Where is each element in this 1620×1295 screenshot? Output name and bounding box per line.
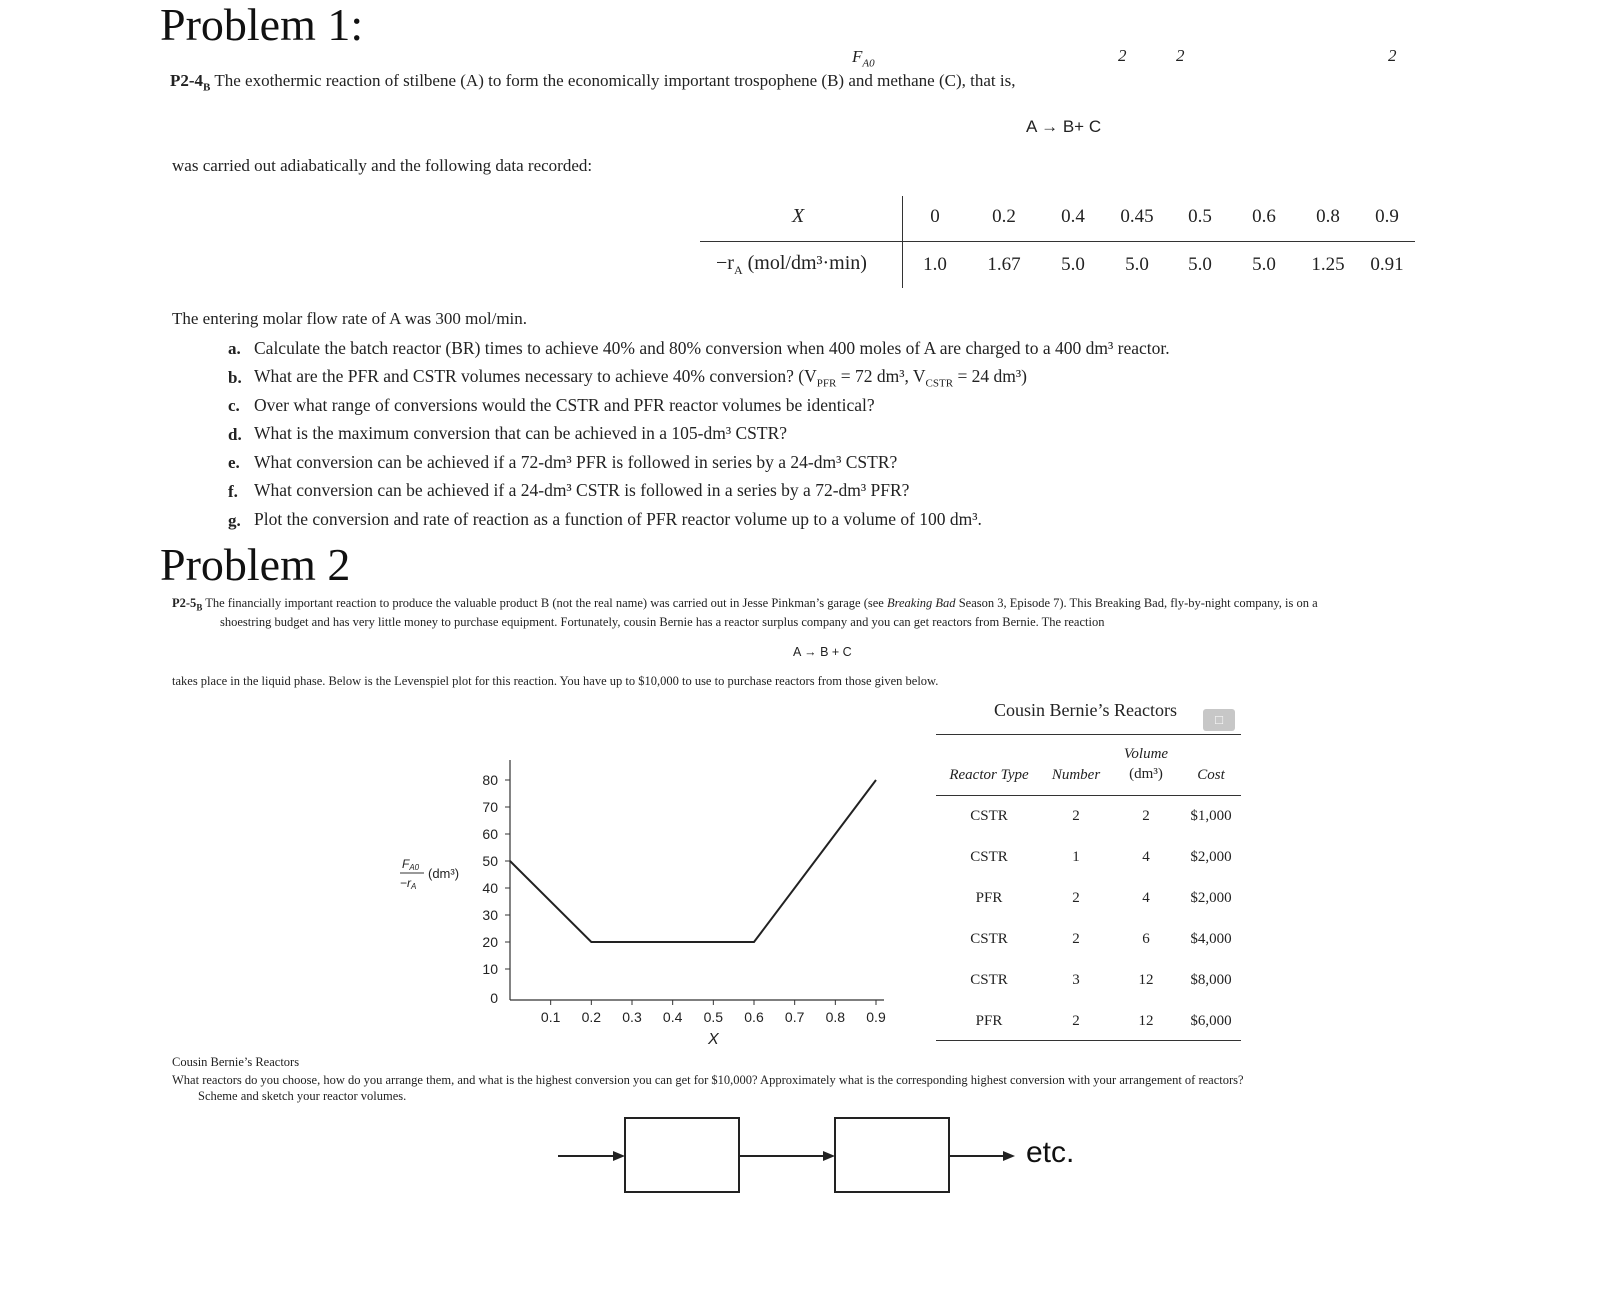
reactor-row-4-cost: $4,000	[1190, 931, 1232, 947]
reactor-box-2[interactable]	[835, 1118, 949, 1192]
reactor-row-1-cost: $1,000	[1190, 808, 1232, 824]
y-axis-label-numerator: FA0	[402, 857, 420, 872]
y-tick-label-1: 10	[482, 961, 498, 977]
levenspiel-curve	[510, 780, 876, 942]
x-tick-label-0: 0.1	[540, 1009, 561, 1025]
question-g-text: Plot the conversion and rate of reaction as a function of PFR reactor volume up to a volume of 100 dm³.	[254, 509, 982, 529]
problem2-question-line2: Scheme and sketch your reactor volumes.	[198, 1089, 407, 1103]
reactor-row-4-number: 2	[1072, 931, 1080, 947]
reactor-row-4-type: CSTR	[970, 931, 1008, 947]
reactor-row-6-number: 2	[1072, 1013, 1080, 1029]
comment-icon[interactable]: □	[1203, 709, 1235, 731]
reactor-box-1[interactable]	[625, 1118, 739, 1192]
problem2-intro: $P2-5_B$ The financially important reaction to produce the valuable product B (not the real name) was carried out in Jesse Pinkman’s garage (see Breaking Bad Season 3, Episode 7). This Breaking Bad, fly-by-night company, is on a	[172, 596, 1318, 613]
problem2-liquid-phase: takes place in the liquid phase. Below is the Levenspiel plot for this reaction. You have up to $10,000 to use to purchase reactors from those given below.	[172, 674, 939, 688]
reactor-row-6-cost: $6,000	[1190, 1013, 1232, 1029]
y-axis-label-units: (dm³)	[428, 866, 460, 881]
y-tick-label-8: 80	[482, 772, 498, 788]
levenspiel-chart	[380, 740, 920, 1050]
question-a-text: Calculate the batch reactor (BR) times to achieve 40% and 80% conversion when 400 moles of A are charged to a 400 dm³ reactor.	[254, 338, 1170, 358]
table-hline	[700, 241, 1415, 242]
reactor-row-2-number: 1	[1072, 849, 1080, 865]
x-val-7: 0.9	[1375, 206, 1399, 227]
x-tick-label-1: 0.2	[581, 1009, 602, 1025]
header-cost: Cost	[1197, 767, 1225, 783]
reactor-row-3-number: 2	[1072, 890, 1080, 906]
question-g-letter: g.	[228, 511, 241, 530]
question-a-letter: a.	[228, 339, 241, 358]
x-val-4: 0.5	[1188, 206, 1212, 227]
y-tick-label-2: 20	[482, 934, 498, 950]
x-tick-label-2: 0.3	[622, 1009, 642, 1025]
question-d-text: What is the maximum conversion that can be achieved in a 105-dm³ CSTR?	[254, 423, 788, 443]
question-e-letter: e.	[228, 453, 240, 472]
reactors-table-bottomline	[936, 1040, 1241, 1041]
reactors-table-title: Cousin Bernie’s Reactors	[994, 700, 1177, 720]
reactor-row-5-cost: $8,000	[1190, 972, 1232, 988]
problem1-reaction: A → B+ C	[1026, 117, 1102, 136]
question-b-letter: b.	[228, 368, 242, 387]
rate-val-1: 1.67	[987, 254, 1021, 275]
reactor-row-2-volume: 4	[1142, 849, 1150, 865]
question-d-letter: d.	[228, 425, 242, 444]
reactors-table-headline	[936, 795, 1241, 796]
x-tick-label-3: 0.4	[662, 1009, 683, 1025]
reactors-table-topline	[936, 734, 1241, 735]
problem1-id: $P2-4_B$	[170, 71, 211, 94]
problem1-carried-out: was carried out adiabatically and the following data recorded:	[172, 156, 593, 175]
question-e-text: What conversion can be achieved if a 72-dm³ PFR is followed in series by a 24-dm³ CSTR?	[254, 452, 898, 472]
question-f-letter: f.	[228, 482, 238, 501]
y-tick-label-3: 30	[482, 907, 498, 923]
reactor-row-1-number: 2	[1072, 808, 1080, 824]
table-vline	[902, 196, 903, 288]
y-tick-label-7: 70	[482, 799, 498, 815]
rate-val-5: 5.0	[1252, 254, 1276, 275]
x-val-1: 0.2	[992, 206, 1016, 227]
x-tick-label-5: 0.6	[744, 1009, 764, 1025]
rate-val-3: 5.0	[1125, 254, 1149, 275]
etc-label: etc.	[1026, 1136, 1075, 1169]
question-b-text: What are the PFR and CSTR volumes necessary to achieve 40% conversion? ($V_{PFR} = 72$ dm³, $V_{CSTR} = 24$ dm³)	[254, 366, 1027, 390]
table-x-label: X	[792, 205, 805, 227]
reactor-row-3-volume: 4	[1142, 890, 1150, 906]
connector-arrow-head	[823, 1151, 835, 1161]
x-tick-label-7: 0.8	[825, 1009, 846, 1025]
table-rate-label: $-r_A$ (mol/dm³·min)	[716, 252, 867, 277]
problem2-reaction: A → B + C	[793, 645, 852, 659]
question-f-text: What conversion can be achieved if a 24-dm³ CSTR is followed in a series by a 72-dm³ PFR?	[254, 480, 910, 500]
header-volume-units: (dm³)	[1129, 766, 1163, 782]
y-tick-label-4: 40	[482, 880, 498, 896]
problem1-flow-rate: The entering molar flow rate of A was 300 mol/min.	[172, 309, 528, 328]
rate-val-4: 5.0	[1188, 254, 1212, 275]
inlet-arrow-head	[613, 1151, 625, 1161]
x-val-2: 0.4	[1061, 206, 1085, 227]
reactor-row-5-number: 3	[1072, 972, 1080, 988]
stray-two-3: 2	[1388, 46, 1397, 65]
problem1-intro: $P2-4_B$ The exothermic reaction of stilbene (A) to form the economically important trospophene (B) and methane (C), that is,	[170, 71, 1016, 94]
x-tick-label-4: 0.5	[703, 1009, 724, 1025]
header-reactor-type: Reactor Type	[949, 767, 1029, 783]
x-tick-label-8: 0.9	[866, 1009, 886, 1025]
x-axis-label: X	[707, 1031, 719, 1048]
y-tick-label-0: 0	[490, 990, 498, 1006]
y-tick-label-6: 60	[482, 826, 498, 842]
reactor-row-1-volume: 2	[1142, 808, 1150, 824]
rate-val-0: 1.0	[923, 254, 947, 275]
header-volume: Volume	[1123, 746, 1169, 762]
header-number: Number	[1051, 767, 1101, 783]
x-val-0: 0	[930, 206, 940, 227]
question-c-letter: c.	[228, 396, 240, 415]
reactor-row-4-volume: 6	[1142, 931, 1150, 947]
y-tick-label-5: 50	[482, 853, 498, 869]
question-c-text: Over what range of conversions would the CSTR and PFR reactor volumes be identical?	[254, 395, 875, 415]
x-tick-label-6: 0.7	[784, 1009, 805, 1025]
reactor-row-2-type: CSTR	[970, 849, 1008, 865]
reactor-row-5-type: CSTR	[970, 972, 1008, 988]
x-val-6: 0.8	[1316, 206, 1340, 227]
reactor-row-6-type: PFR	[975, 1013, 1003, 1029]
stray-two-1: 2	[1118, 46, 1127, 65]
y-axis-label-denominator: −rA	[400, 876, 417, 891]
problem2-question-line1: What reactors do you choose, how do you arrange them, and what is the highest conversion you can get for $10,000? Approximately what is the corresponding highest conversion with your arrangement of reactors?	[172, 1073, 1244, 1087]
x-val-3: 0.45	[1120, 206, 1154, 227]
stray-two-2: 2	[1176, 46, 1185, 65]
outlet-arrow-head	[1003, 1151, 1015, 1161]
problem2-heading: Problem 2	[160, 539, 351, 590]
reactor-row-2-cost: $2,000	[1190, 849, 1232, 865]
reactor-row-3-cost: $2,000	[1190, 890, 1232, 906]
problem2-id: $P2-5_B$	[172, 596, 203, 613]
x-val-5: 0.6	[1252, 206, 1276, 227]
reactor-row-6-volume: 12	[1138, 1013, 1154, 1029]
reactor-row-5-volume: 12	[1138, 972, 1154, 988]
reactor-row-1-type: CSTR	[970, 808, 1008, 824]
reactor-flow-diagram	[555, 1112, 1035, 1202]
problem2-caption: Cousin Bernie’s Reactors	[172, 1055, 300, 1069]
stray-fa0: $F_{A0}$	[852, 47, 875, 70]
rate-val-7: 0.91	[1370, 254, 1404, 275]
rate-val-6: 1.25	[1311, 254, 1345, 275]
rate-val-2: 5.0	[1061, 254, 1085, 275]
problem2-intro-line2: shoestring budget and has very little money to purchase equipment. Fortunately, cousin Bernie has a reactor surplus company and you can get reactors from Bernie. The reaction	[220, 615, 1105, 629]
reactor-row-3-type: PFR	[975, 890, 1003, 906]
problem1-heading: Problem 1:	[160, 0, 364, 50]
